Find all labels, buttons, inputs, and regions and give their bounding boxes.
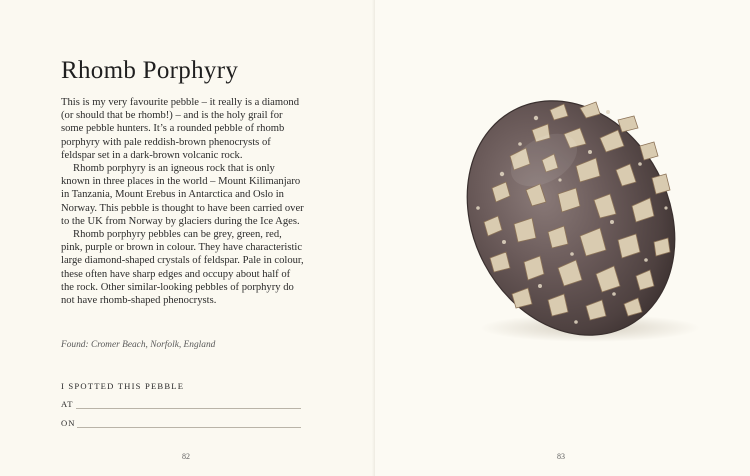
paragraph-3: Rhomb porphyry pebbles can be grey, green, red, pink, purple or brown in colour. They have characteristic large diamond-shaped crystals of feldspar. Pale in colour, these often have sharp edges and occupy about half of the rock. Other similar-looking pebbles of porphyry do not have rhomb-shaped phenocrysts. [61,229,304,307]
pebble-body [440,90,702,348]
body-text [61,96,305,307]
spotted-heading: I SPOTTED THIS PEBBLE [61,381,185,391]
page-number-left: 82 [182,452,190,461]
pebble-icon [440,90,702,348]
pebble-illustration [440,90,702,348]
on-field [61,418,301,432]
at-field [61,399,301,413]
paragraph-2: Rhomb porphyry is an igneous rock that is only known in three places in the world – Mount Kilimanjaro in Tanzania, Mount Erebus in Antarctica and Oslo in Norway. This pebble is thought to have been carried over to the UK from Norway by glaciers during the Ice Ages. [61,163,304,227]
at-line [76,408,301,409]
paragraph-1: This is my very favourite pebble – it really is a diamond (or should that be rhomb!) – and is the holy grail for some pebble hunters. It’s a rounded pebble of rhomb porphyry with pale reddish-brown phenocrysts of feldspar set in a dark-brown volcanic rock. [61,97,300,161]
page-title: Rhomb Porphyry [61,57,239,84]
on-label: ON [61,418,76,428]
page-number-right: 83 [557,452,565,461]
on-line [77,427,301,428]
at-label: AT [61,399,74,409]
found-location: Found: Cromer Beach, Norfolk, England [61,340,216,350]
